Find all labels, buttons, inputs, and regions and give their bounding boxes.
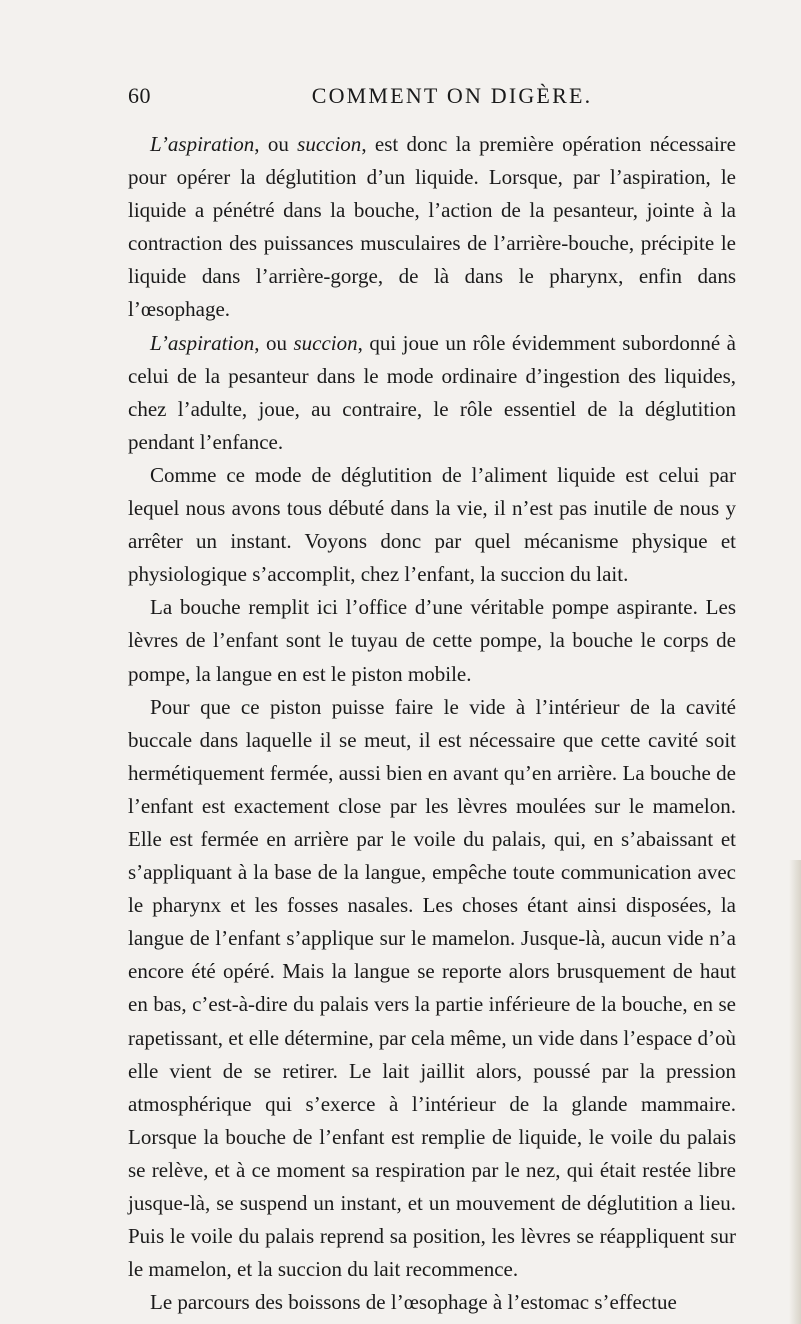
page-header [128, 83, 736, 113]
page-edge-shadow [789, 860, 801, 1324]
text-run: La bouche remplit ici l’office d’une véritable pompe aspirante. Les lèvres de l’enfant sont le tuyau de cette pompe, la bouche le corps de pompe, la langue en est le piston mobile. [128, 595, 736, 686]
body-text [128, 128, 736, 1319]
italic-text: succion [293, 330, 358, 355]
italic-lead: L’aspiration [150, 330, 255, 355]
italic-text: succion [297, 132, 362, 156]
text-run: , est donc la première opération nécessaire pour opérer la déglutition d’un liquide. Lorsque, par l’aspiration, le liquide a pénétré dans la bouche, l’action de la pesanteur, jointe à la contraction des puissances musculaires de l’arrière-bouche, précipite le liquide dans l’arrière-gorge, de là dans le pharynx, enfin dans l’œsophage. [128, 132, 736, 322]
text-run: Pour que ce piston puisse faire le vide à l’intérieur de la cavité buccale dans laquelle il se meut, il est nécessaire que cette cavité soit hermétiquement fermée, aussi bien en avant qu’en arrière. La bouche de l’enfant est exactement close par les lèvres moulées sur le mamelon. Elle est fermée en arrière par le voile du palais, qui, en s’abaissant et s’appliquant à la base de la langue, empêche toute communication avec le pharynx et les fosses nasales. Les choses étant ainsi disposées, la langue de l’enfant s’applique sur le mamelon. Jusque-là, aucun vide n’a encore été opéré. Mais la langue se reporte alors brusquement de haut en bas, c’est-à-dire du palais vers la partie inférieure de la bouche, en se rapetissant, et elle détermine, par cela même, un vide dans l’espace d’où elle vient de se retirer. Le lait jaillit alors, poussé par la pression atmosphérique qui s’exerce à l’intérieur de la glande mammaire. Lorsque la bouche de l’enfant est remplie de liquide, le voile du palais se relève, et à ce moment sa respiration par le nez, qui était restée libre jusque-là, se suspend un instant, et un mouvement de déglutition a lieu. Puis le voile du palais reprend sa position, les lèvres se réappliquent sur le mamelon, et la succion du lait recommence. [128, 694, 736, 1282]
text-run: , ou [254, 330, 294, 355]
paragraph [128, 591, 736, 690]
text-run: Comme ce mode de déglutition de l’aliment liquide est celui par lequel nous avons tous débuté dans la vie, il n’est pas inutile de nous y arrêter un instant. Voyons donc par quel mécanisme physique et physiologique s’accomplit, chez l’enfant, la succion du lait. [128, 462, 736, 587]
page-number: 60 [128, 83, 151, 108]
text-run: , ou [254, 132, 298, 156]
paragraph [128, 128, 736, 327]
paragraph [128, 327, 736, 459]
paragraph [128, 459, 736, 591]
paragraph [128, 1286, 736, 1319]
paragraph [128, 691, 736, 1287]
running-title: COMMENT ON DIGÈRE. [311, 83, 593, 108]
text-run: Le parcours des boissons de l’œsophage à l’estomac s’effectue [150, 1290, 677, 1315]
italic-lead: L’aspiration [150, 132, 255, 156]
text-run: , qui joue un rôle évidemment subordonné à celui de la pesanteur dans le mode ordinaire d’ingestion des liquides, chez l’adulte, joue, au contraire, le rôle essentiel de la déglutition pendant l’enfance. [128, 330, 736, 454]
